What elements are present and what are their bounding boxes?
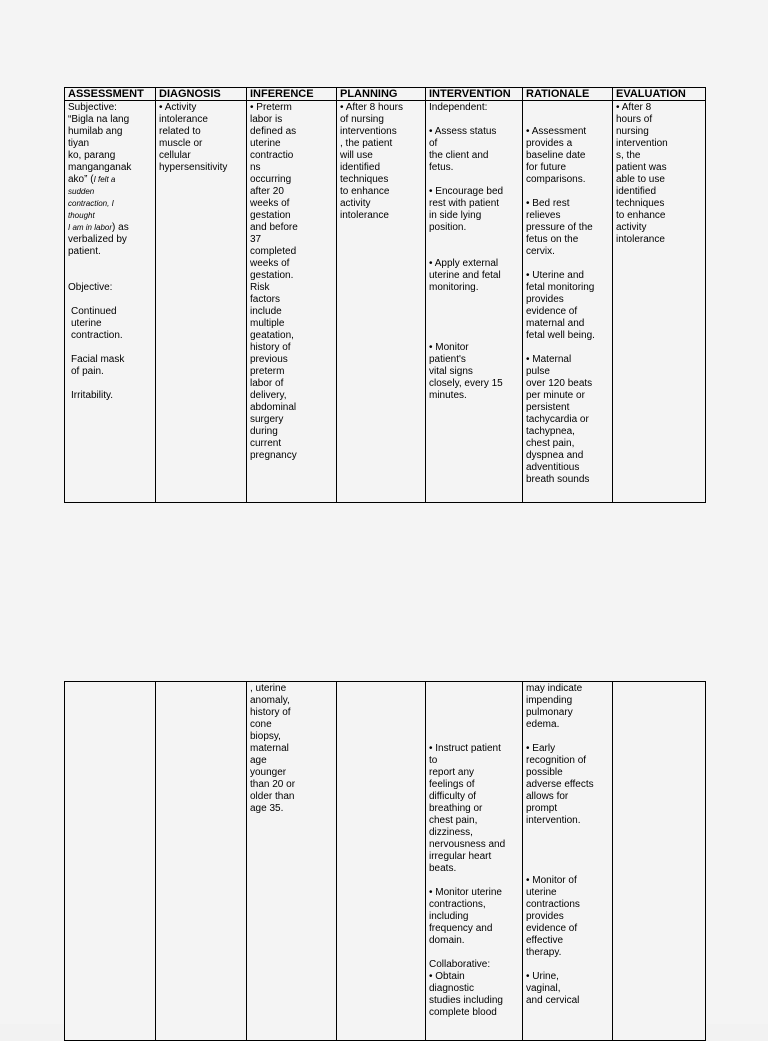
care-plan-table-1: [64, 87, 706, 503]
intervention-item: • Monitor patient's vital signs closely, every 15 minutes.: [429, 342, 519, 402]
subjective-verbalized: ) as verbalized by patient.: [68, 222, 129, 257]
rationale-item: • Uterine and fetal monitoring provides evidence of maternal and fetal well being.: [526, 270, 609, 342]
header-evaluation: EVALUATION: [613, 88, 706, 101]
rationale-item: • Urine, vaginal, and cervical: [526, 971, 609, 1007]
intervention-item: • Assess status of the client and fetus.: [429, 126, 519, 174]
header-intervention: INTERVENTION: [426, 88, 523, 101]
evaluation-text: • After 8 hours of nursing intervention s, the patient was able to use identified techniques to enhance activity intolerance: [616, 102, 702, 246]
planning-cell: [337, 101, 426, 503]
objective-item: Irritability.: [71, 390, 114, 401]
diagnosis-text: • Activity intolerance related to muscle or cellular hypersensitivity: [159, 102, 243, 174]
subjective-translation: I felt a sudden contraction, I thought I am in labor: [68, 175, 116, 232]
table-row: [65, 101, 706, 503]
intervention-label: Independent:: [429, 102, 488, 113]
header-inference: INFERENCE: [247, 88, 337, 101]
intervention-item: • Instruct patient to report any feelings of difficulty of breathing or chest pain, dizziness, nervousness and irregular heart beats.: [429, 743, 519, 875]
rationale-item: • Early recognition of possible adverse effects allows for prompt intervention.: [526, 743, 609, 827]
objective-item: Facial mask of pain.: [71, 354, 125, 377]
intervention-item: • Encourage bed rest with patient in side lying position.: [429, 186, 519, 234]
care-plan-table-2: [64, 681, 706, 1041]
header-diagnosis: DIAGNOSIS: [156, 88, 247, 101]
evaluation-cell: [613, 682, 706, 1041]
diagnosis-cell: [156, 101, 247, 503]
planning-cell: [337, 682, 426, 1041]
inference-cell: [247, 682, 337, 1041]
header-rationale: RATIONALE: [523, 88, 613, 101]
rationale-cell: [523, 682, 613, 1041]
rationale-item: • Bed rest relieves pressure of the fetus on the cervix.: [526, 198, 609, 258]
rationale-item: may indicate impending pulmonary edema.: [526, 683, 583, 730]
inference-cell: [247, 101, 337, 503]
header-planning: PLANNING: [337, 88, 426, 101]
intervention-cell: [426, 682, 523, 1041]
diagnosis-cell: [156, 682, 247, 1041]
inference-text: , uterine anomaly, history of cone biopsy, maternal age younger than 20 or older than age 35.: [250, 683, 296, 814]
rationale-item: • Monitor of uterine contractions provides evidence of effective therapy.: [526, 875, 609, 959]
rationale-item: • Maternal pulse over 120 beats per minute or persistent tachycardia or tachypnea, chest pain, dyspnea and adventitious breath sounds: [526, 354, 609, 486]
rationale-item: • Assessment provides a baseline date for future comparisons.: [526, 126, 609, 186]
intervention-item: • Monitor uterine contractions, including frequency and domain.: [429, 887, 519, 947]
planning-text: • After 8 hours of nursing interventions , the patient will use identified techniques to enhance activity intolerance: [340, 102, 422, 222]
header-assessment: ASSESSMENT: [65, 88, 156, 101]
intervention-cell: [426, 101, 523, 503]
collaborative-item: • Obtain diagnostic studies including complete blood: [429, 971, 519, 1019]
rationale-cell: [523, 101, 613, 503]
objective-label: Objective:: [68, 282, 113, 293]
table-row: [65, 682, 706, 1041]
subjective-label: Subjective:: [68, 102, 117, 113]
evaluation-cell: [613, 101, 706, 503]
assessment-cell: [65, 101, 156, 503]
assessment-cell: [65, 682, 156, 1041]
subjective-quote: “Bigla na lang humilab ang tiyan ko, parang manganganak ako” (: [68, 114, 132, 185]
inference-text: • Preterm labor is defined as uterine contractio ns occurring after 20 weeks of gestation and before 37 completed weeks of gestation. Risk factors include multiple geatation, history of previous preterm labor of delivery, abdominal surgery during current pregnancy: [250, 102, 333, 462]
collaborative-label: Collaborative:: [429, 959, 491, 970]
header-row: [65, 88, 706, 101]
objective-item: Continued uterine contraction.: [71, 306, 123, 341]
intervention-item: • Apply external uterine and fetal monitoring.: [429, 258, 519, 294]
